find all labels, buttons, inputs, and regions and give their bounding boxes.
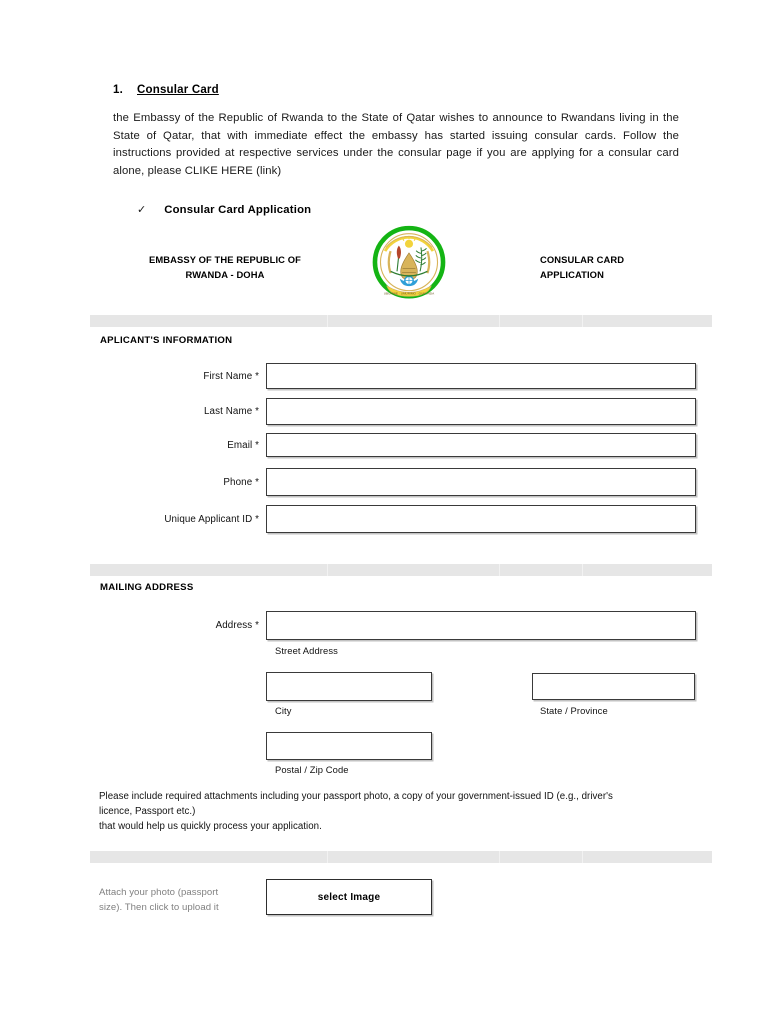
select-image-button[interactable]: select Image <box>266 879 432 915</box>
label-first-name: First Name * <box>203 370 259 382</box>
form-title-line1: CONSULAR CARD <box>540 254 625 265</box>
input-email[interactable] <box>266 433 696 457</box>
embassy-name-line2: RWANDA - DOHA <box>185 269 265 280</box>
form-title-line2: APPLICATION <box>540 269 604 280</box>
attachment-note-line2: licence, Passport etc.) <box>99 806 196 818</box>
input-last-name[interactable] <box>266 398 696 425</box>
band-segment <box>90 851 328 863</box>
caption-street-address: Street Address <box>275 645 338 656</box>
field-row-phone <box>100 468 696 496</box>
band-segment <box>90 564 328 576</box>
embassy-name <box>100 252 350 282</box>
bullet-consular-card-application <box>137 203 311 216</box>
upload-instruction-line2: size). Then click to upload it <box>99 901 219 913</box>
band-segment <box>583 315 712 327</box>
input-address[interactable] <box>266 611 696 640</box>
band-segment <box>500 851 583 863</box>
input-postal-zip-code[interactable] <box>266 732 432 760</box>
field-row-unique-applicant-id <box>100 505 696 533</box>
svg-text:UBUMWE · UMURIMO · GUKUNDA: UBUMWE · UMURIMO · GUKUNDA <box>383 291 435 296</box>
section-title-applicant: APLICANT'S INFORMATION <box>100 335 233 346</box>
rwanda-coat-of-arms-icon <box>363 218 455 310</box>
upload-instruction <box>99 886 259 915</box>
section-band-applicant <box>90 315 712 327</box>
letterhead <box>100 222 712 308</box>
field-row-address <box>100 611 696 640</box>
intro-paragraph: the Embassy of the Republic of Rwanda to the State of Qatar wishes to announce to Rwandans living in the State of Qatar, that with immediate effect the embassy has started issuing consular cards. Follow the instructions provided at respective services under the consular page if you are applying for a consular card alone, please CLIKE HERE (link) <box>113 112 679 177</box>
band-segment <box>90 315 328 327</box>
band-segment <box>328 851 500 863</box>
caption-state-province: State / Province <box>540 705 608 716</box>
field-row-first-name <box>100 363 696 389</box>
band-segment <box>328 564 500 576</box>
attachment-note-line1: Please include required attachments including your passport photo, a copy of your government-issued ID (e.g., driver's <box>99 791 613 802</box>
form-title <box>540 252 720 282</box>
input-city[interactable] <box>266 672 432 701</box>
input-phone[interactable] <box>266 468 696 496</box>
label-address: Address * <box>215 620 259 631</box>
field-row-last-name <box>100 398 696 425</box>
bullet-label: Consular Card Application <box>164 204 312 216</box>
band-segment <box>583 564 712 576</box>
field-row-email <box>100 433 696 457</box>
caption-city: City <box>275 705 292 716</box>
section-band-upload <box>90 851 712 863</box>
band-segment <box>500 564 583 576</box>
label-last-name: Last Name * <box>203 406 259 417</box>
attachment-note-line3: that would help us quickly process your application. <box>99 821 322 833</box>
heading-title: Consular Card <box>137 84 219 96</box>
label-unique-applicant-id: Unique Applicant ID * <box>164 513 259 525</box>
band-segment <box>328 315 500 327</box>
check-icon: ✓ <box>137 204 147 216</box>
caption-postal-zip-code: Postal / Zip Code <box>275 764 349 775</box>
section-heading <box>113 84 679 96</box>
heading-number: 1. <box>113 84 123 96</box>
label-phone: Phone * <box>223 476 259 488</box>
input-state-province[interactable] <box>532 673 695 700</box>
label-email: Email * <box>227 439 259 451</box>
band-segment <box>500 315 583 327</box>
intro-block <box>113 84 679 180</box>
attachment-note <box>99 789 679 835</box>
input-first-name[interactable] <box>266 363 696 389</box>
section-band-mailing <box>90 564 712 576</box>
band-segment <box>583 851 712 863</box>
section-title-mailing: MAILING ADDRESS <box>100 582 194 593</box>
input-unique-applicant-id[interactable] <box>266 505 696 533</box>
upload-instruction-line1: Attach your photo (passport <box>99 887 219 898</box>
embassy-name-line1: EMBASSY OF THE REPUBLIC OF <box>149 254 301 265</box>
